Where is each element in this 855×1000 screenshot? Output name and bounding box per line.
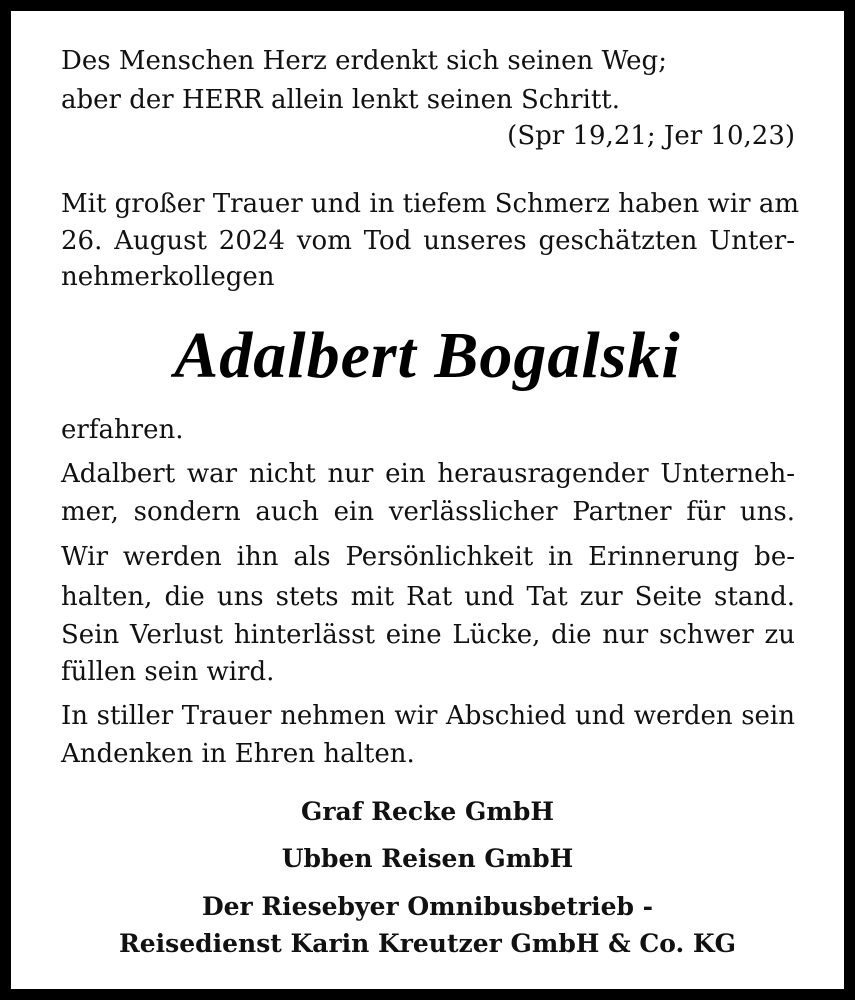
signatory-graf-recke: Graf Recke GmbH	[301, 797, 554, 826]
body-p3-line-4: füllen sein wird.	[61, 657, 275, 687]
signatory-riesebyer-line-1: Der Riesebyer Omnibusbetrieb -	[201, 892, 654, 921]
body-p2-line-1: Adalbert war nicht nur ein herausragender Unterneh-	[61, 459, 795, 489]
signatory-ubben-reisen: Ubben Reisen GmbH	[281, 844, 574, 873]
deceased-name: Adalbert Bogalski	[174, 319, 681, 392]
body-p3-line-1: Wir werden ihn als Persönlichkeit in Erinnerung be-	[61, 542, 795, 572]
body-p3-line-2: halten, die uns stets mit Rat und Tat zur Seite stand.	[61, 582, 795, 612]
signatory-riesebyer-line-2: Reisedienst Karin Kreutzer GmbH & Co. KG	[118, 929, 737, 958]
body-p3-line-3: Sein Verlust hinterlässt eine Lücke, die nur schwer zu	[61, 620, 795, 650]
verse-line-2: aber der HERR allein lenkt seinen Schritt.	[61, 85, 620, 115]
body-p4-line-2: Andenken in Ehren halten.	[61, 739, 415, 769]
body-p1-line-1: erfahren.	[61, 415, 184, 445]
intro-line-1: Mit großer Trauer und in tiefem Schmerz haben wir am	[61, 189, 799, 219]
intro-line-3: nehmerkollegen	[61, 262, 275, 292]
body-p2-line-2: mer, sondern auch ein verlässlicher Partner für uns.	[61, 497, 795, 527]
verse-line-1: Des Menschen Herz erdenkt sich seinen Weg;	[61, 46, 667, 76]
body-p4-line-1: In stiller Trauer nehmen wir Abschied und werden sein	[61, 701, 795, 731]
verse-reference: (Spr 19,21; Jer 10,23)	[507, 121, 795, 151]
intro-line-2: 26. August 2024 vom Tod unseres geschätzten Unter-	[61, 226, 795, 256]
